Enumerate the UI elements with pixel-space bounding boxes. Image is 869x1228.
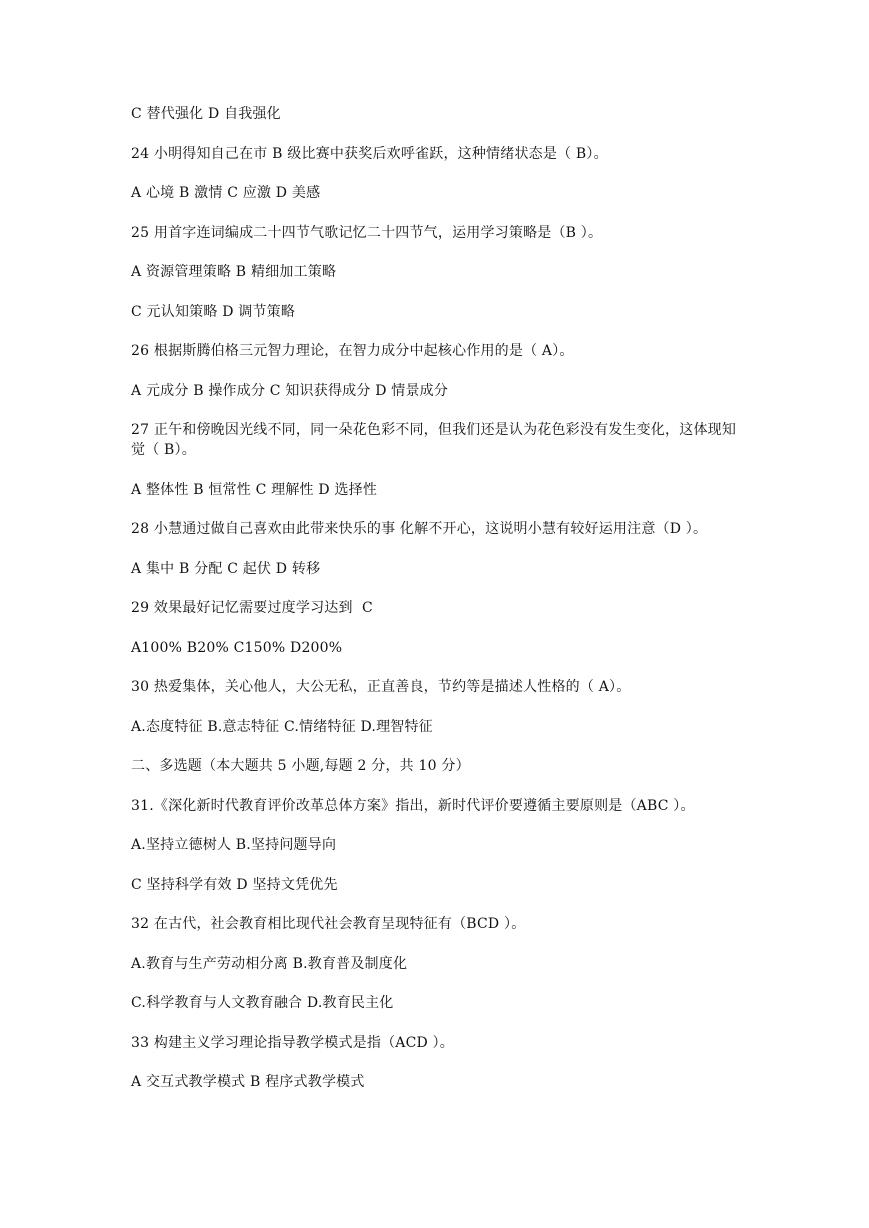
question-32: 32 在古代，社会教育相比现代社会教育呈现特征有（BCD ）。	[131, 916, 526, 932]
question-26: 26 根据斯腾伯格三元智力理论，在智力成分中起核心作用的是（ A）。	[131, 343, 574, 359]
question-24: 24 小明得知自己在市 B 级比赛中获奖后欢呼雀跃，这种情绪状态是（ B）。	[131, 145, 608, 162]
option-line: A 交互式教学模式 B 程序式教学模式	[131, 1074, 365, 1090]
option-line: A.态度特征 B.意志特征 C.情绪特征 D.理智特征	[131, 718, 433, 735]
option-line: C 元认知策略 D 调节策略	[131, 303, 296, 320]
option-line: A 资源管理策略 B 精细加工策略	[131, 264, 337, 280]
question-33: 33 构建主义学习理论指导教学模式是指（ACD ）。	[131, 1034, 454, 1051]
question-30: 30 热爱集体，关心他人，大公无私，正直善良，节约等是描述人性格的（ A）。	[131, 679, 631, 695]
option-line: A 元成分 B 操作成分 C 知识获得成分 D 情景成分	[131, 382, 449, 399]
question-31: 31.《深化新时代教育评价改革总体方案》指出，新时代评价要遵循主要原则是（ABC ）。	[131, 797, 695, 814]
option-line: A 集中 B 分配 C 起伏 D 转移	[131, 560, 321, 577]
question-25: 25 用首字连词编成二十四节气歌记忆二十四节气，运用学习策略是（B ）。	[131, 224, 603, 241]
option-line: A.教育与生产劳动相分离 B.教育普及制度化	[131, 955, 408, 972]
option-line: C.科学教育与人文教育融合 D.教育民主化	[131, 995, 394, 1011]
question-28: 28 小慧通过做自己喜欢由此带来快乐的事 化解不开心，这说明小慧有较好运用注意（D ）。	[131, 521, 708, 537]
question-27: 27 正午和傍晚因光线不同，同一朵花色彩不同，但我们还是认为花色彩没有发生变化，这体现知觉（ B）。	[131, 422, 737, 458]
option-line: C 替代强化 D 自我强化	[131, 106, 281, 122]
document-body	[131, 104, 741, 1112]
option-line: A 心境 B 激情 C 应激 D 美感	[131, 185, 321, 201]
option-line: A 整体性 B 恒常性 C 理解性 D 选择性	[131, 481, 378, 498]
section-heading: 二、多选题（本大题共 5 小题,每题 2 分，共 10 分）	[131, 758, 470, 774]
option-line: A100% B20% C150% D200%	[131, 639, 343, 656]
option-line: A.坚持立德树人 B.坚持问题导向	[131, 837, 337, 853]
question-29: 29 效果最好记忆需要过度学习达到 C	[131, 600, 373, 616]
option-line: C 坚持科学有效 D 坚持文凭优先	[131, 876, 338, 893]
